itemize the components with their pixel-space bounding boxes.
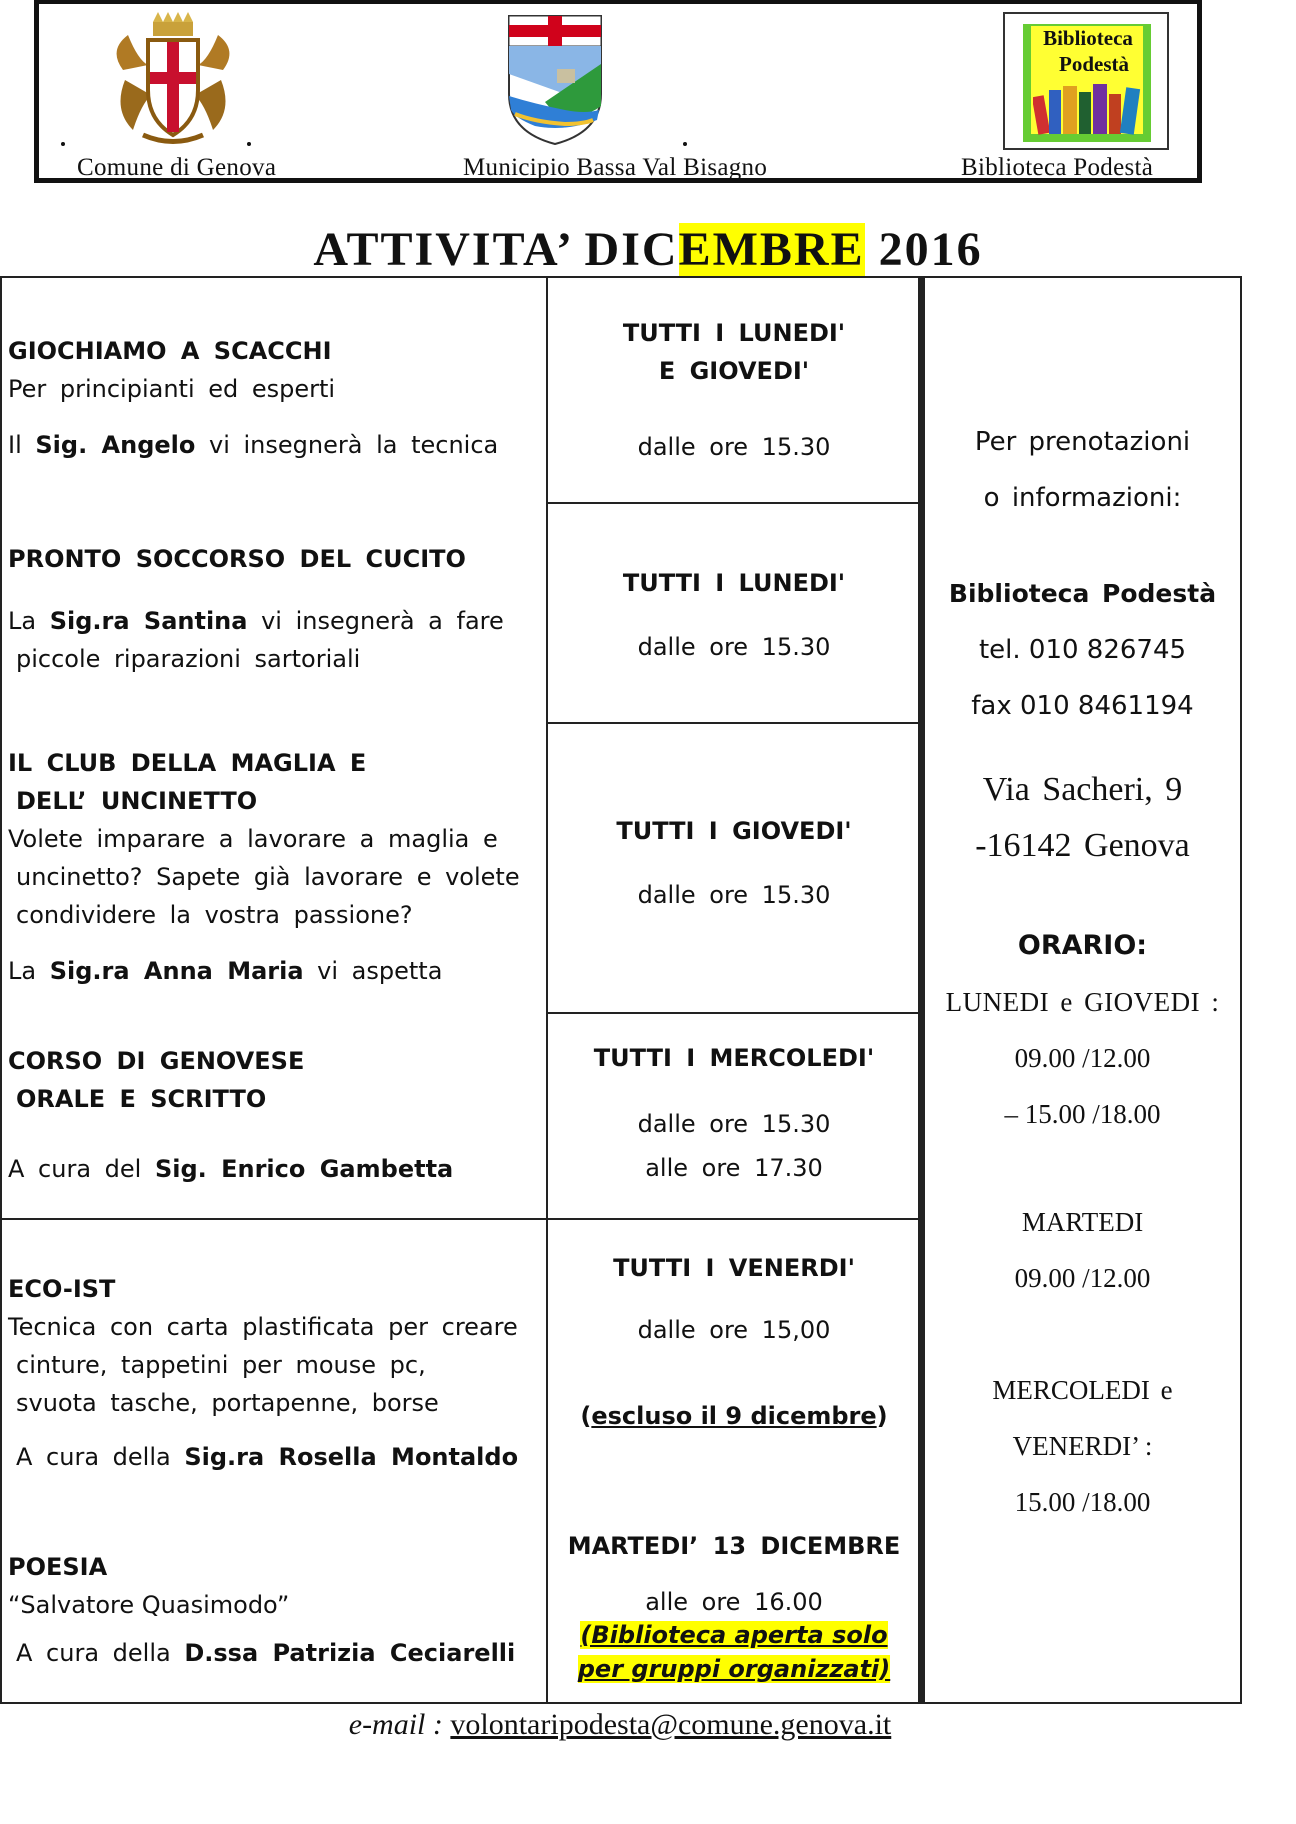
hours-line: 15.00 /18.00	[1014, 1487, 1151, 1517]
schedule-chess	[548, 314, 920, 466]
person-name: Sig.ra Anna Maria	[49, 957, 304, 985]
header-dot	[247, 142, 251, 146]
activity-desc: “Salvatore Quasimodo”	[8, 1591, 290, 1619]
genova-coat-of-arms-icon	[103, 10, 243, 150]
row-divider	[546, 1218, 920, 1220]
library-logo-text-1: Biblioteca	[1043, 26, 1133, 50]
note-highlight-line: per gruppi organizzati)	[577, 1655, 891, 1683]
activity-title: ECO-IST	[8, 1275, 116, 1303]
column-divider-2	[918, 276, 925, 1704]
row-divider	[546, 722, 920, 724]
schedule-genovese	[548, 1036, 920, 1190]
table-right-border	[1240, 276, 1242, 1704]
note-highlight-line: (Biblioteca aperta solo	[580, 1621, 888, 1649]
activity-desc: svuota tasche, portapenne, borse	[16, 1389, 439, 1417]
person-name: D.ssa Patrizia Ceciarelli	[184, 1639, 516, 1667]
note-underlined: escluso il 9 dicembre	[591, 1402, 877, 1430]
schedule-day: MARTEDI’ 13 DICEMBRE	[567, 1532, 901, 1560]
hours-line: 09.00 /12.00	[1014, 1263, 1151, 1293]
schedule-poetry	[548, 1528, 920, 1686]
footer-email	[0, 1708, 1240, 1742]
note-close: )	[876, 1402, 888, 1430]
hours-line: – 15.00 /18.00	[1004, 1099, 1161, 1129]
activity-desc: cinture, tappetini per mouse pc,	[16, 1351, 426, 1379]
person-pre: A cura della	[16, 1639, 185, 1667]
schedule-day: TUTTI I LUNEDI'	[622, 319, 846, 347]
person-name: Sig.ra Rosella Montaldo	[184, 1443, 519, 1471]
library-name: Biblioteca Podestà	[948, 579, 1217, 608]
hours-line: LUNEDI e GIOVEDI :	[945, 987, 1220, 1017]
person-pre: La	[8, 957, 50, 985]
title-post: 2016	[864, 223, 983, 276]
library-caption: Biblioteca Podestà	[961, 154, 1154, 181]
schedule-day: TUTTI I GIOVEDI'	[616, 817, 852, 845]
activity-person	[8, 1438, 538, 1476]
schedule-time: dalle ore 15.30	[637, 633, 831, 661]
person-pre: Il	[8, 431, 36, 459]
hours-line: MERCOLEDI e	[992, 1375, 1173, 1405]
title-highlight: EMBRE	[678, 223, 865, 276]
schedule-time: alle ore 16.00	[645, 1588, 823, 1616]
note-open: (	[580, 1402, 592, 1430]
schedule-time: alle ore 17.30	[645, 1154, 823, 1182]
table-bottom-border	[0, 1702, 1242, 1704]
activity-person	[8, 952, 538, 990]
hours-line: VENERDI’ :	[1012, 1431, 1153, 1461]
header-frame	[34, 0, 1202, 183]
schedule-day: TUTTI I LUNEDI'	[622, 569, 846, 597]
schedule-sewing	[548, 564, 920, 666]
activity-title: POESIA	[8, 1553, 108, 1581]
activity-chess	[8, 332, 538, 464]
books-icon	[1033, 80, 1143, 136]
person-post: vi aspetta	[303, 957, 443, 985]
info-column	[925, 414, 1240, 1530]
schedule-knitting	[548, 812, 920, 914]
library-address: -16142 Genova	[975, 827, 1190, 864]
activity-person	[8, 602, 538, 640]
activity-poetry	[8, 1548, 538, 1672]
hours-title: ORARIO:	[1017, 930, 1148, 961]
activity-sewing	[8, 540, 538, 678]
hours-line: MARTEDI	[1021, 1207, 1144, 1237]
activity-knitting	[8, 744, 538, 990]
activity-desc: condividere la vostra passione?	[16, 901, 413, 929]
activity-genovese	[8, 1042, 538, 1188]
activity-title: GIOCHIAMO A SCACCHI	[8, 337, 332, 365]
activity-title: ORALE E SCRITTO	[16, 1085, 267, 1113]
title-pre: ATTIVITA’ DIC	[313, 223, 679, 276]
library-logo	[1003, 12, 1169, 150]
schedule-note	[548, 1396, 920, 1436]
activity-desc: Per principianti ed esperti	[8, 375, 336, 403]
booking-text: Per prenotazioni	[974, 427, 1191, 457]
schedule-eco-ist	[548, 1248, 920, 1436]
table-left-border	[0, 276, 2, 1704]
schedule-time: dalle ore 15.30	[637, 1110, 831, 1138]
library-address: Via Sacheri, 9	[982, 771, 1183, 808]
activity-desc: Volete imparare a lavorare a maglia e	[8, 825, 498, 853]
person-post: vi insegnerà a fare	[247, 607, 504, 635]
schedule-time: dalle ore 15,00	[637, 1316, 831, 1344]
row-divider	[546, 502, 920, 504]
activity-person	[8, 1634, 538, 1672]
library-logo-text-2: Podestà	[1059, 52, 1129, 76]
activity-person	[8, 426, 538, 464]
library-fax: fax 010 8461194	[971, 691, 1194, 721]
activity-desc: piccole riparazioni sartoriali	[16, 645, 361, 673]
person-name: Sig. Enrico Gambetta	[154, 1155, 454, 1183]
email-link[interactable]: volontaripodesta@comune.genova.it	[450, 1708, 892, 1741]
activity-title: IL CLUB DELLA MAGLIA E	[8, 749, 367, 777]
comune-caption: Comune di Genova	[77, 154, 277, 181]
activity-eco-ist	[8, 1270, 538, 1476]
schedule-day: E GIOVEDI'	[658, 357, 810, 385]
person-pre: La	[8, 607, 50, 635]
activity-desc: Tecnica con carta plastificata per creare	[8, 1313, 518, 1341]
header-dot	[61, 142, 65, 146]
page-title	[0, 222, 1296, 277]
column-divider-1	[546, 276, 548, 1704]
schedule-day: TUTTI I VENERDI'	[613, 1254, 855, 1282]
library-tel: tel. 010 826745	[978, 635, 1187, 665]
schedule-day: TUTTI I MERCOLEDI'	[593, 1044, 875, 1072]
booking-text: o informazioni:	[983, 483, 1182, 513]
header-dot	[683, 142, 687, 146]
activity-title: DELL’ UNCINETTO	[16, 787, 258, 815]
schedule-note-highlight	[548, 1618, 920, 1686]
email-label: e-mail :	[348, 1708, 443, 1741]
person-post: vi insegnerà la tecnica	[195, 431, 499, 459]
person-name: Sig. Angelo	[35, 431, 196, 459]
municipio-crest-icon	[505, 14, 605, 146]
activity-title: CORSO DI GENOVESE	[8, 1047, 305, 1075]
hours-line: 09.00 /12.00	[1014, 1043, 1151, 1073]
row-divider	[546, 1012, 920, 1014]
person-name: Sig.ra Santina	[49, 607, 248, 635]
table-top-border	[0, 276, 1242, 278]
activity-title: PRONTO SOCCORSO DEL CUCITO	[8, 545, 466, 573]
schedule-time: dalle ore 15.30	[637, 433, 831, 461]
activity-desc: uncinetto? Sapete già lavorare e volete	[16, 863, 520, 891]
activity-person	[8, 1150, 538, 1188]
municipio-caption: Municipio Bassa Val Bisagno	[463, 154, 768, 181]
person-pre: A cura del	[8, 1155, 155, 1183]
person-pre: A cura della	[16, 1443, 185, 1471]
schedule-time: dalle ore 15.30	[637, 881, 831, 909]
